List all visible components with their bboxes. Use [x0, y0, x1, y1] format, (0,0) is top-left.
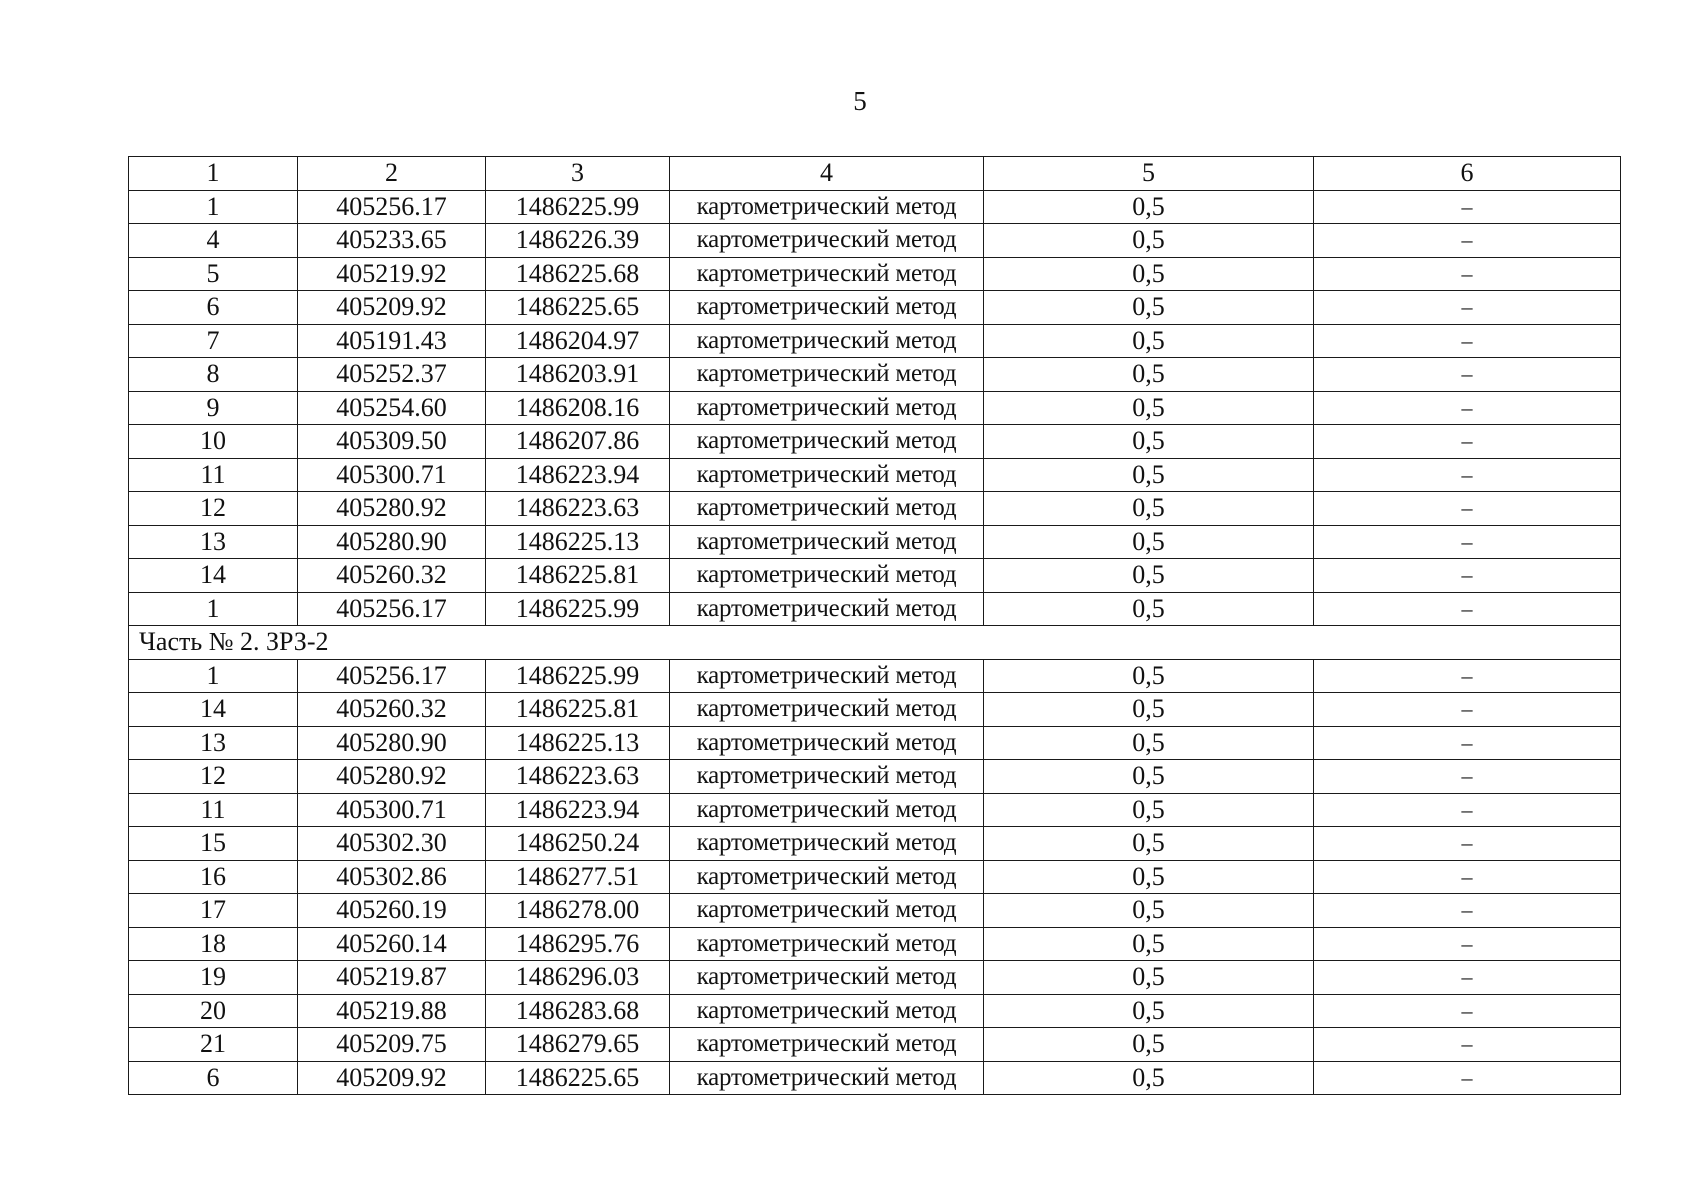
point-number-cell: 21	[129, 1028, 298, 1062]
x-coordinate-cell: 405280.92	[298, 492, 486, 526]
x-coordinate-cell: 405219.92	[298, 257, 486, 291]
y-coordinate-cell: 1486223.94	[486, 793, 670, 827]
method-cell: картометрический метод	[670, 659, 984, 693]
accuracy-cell: 0,5	[984, 291, 1314, 325]
table-row	[129, 659, 1621, 693]
column-header: 6	[1314, 157, 1621, 191]
y-coordinate-cell: 1486225.68	[486, 257, 670, 291]
point-number-cell: 11	[129, 458, 298, 492]
method-cell: картометрический метод	[670, 559, 984, 593]
accuracy-cell: 0,5	[984, 827, 1314, 861]
point-number-cell: 14	[129, 693, 298, 727]
y-coordinate-cell: 1486225.65	[486, 1061, 670, 1095]
x-coordinate-cell: 405260.14	[298, 927, 486, 961]
accuracy-cell: 0,5	[984, 927, 1314, 961]
table-row	[129, 291, 1621, 325]
description-cell: –	[1314, 1028, 1621, 1062]
description-cell: –	[1314, 492, 1621, 526]
table-row	[129, 324, 1621, 358]
description-cell: –	[1314, 760, 1621, 794]
description-cell: –	[1314, 827, 1621, 861]
x-coordinate-cell: 405256.17	[298, 190, 486, 224]
method-cell: картометрический метод	[670, 1028, 984, 1062]
column-header: 5	[984, 157, 1314, 191]
table-row	[129, 224, 1621, 258]
table-row	[129, 994, 1621, 1028]
table-row	[129, 894, 1621, 928]
x-coordinate-cell: 405300.71	[298, 793, 486, 827]
point-number-cell: 8	[129, 358, 298, 392]
accuracy-cell: 0,5	[984, 726, 1314, 760]
description-cell: –	[1314, 793, 1621, 827]
y-coordinate-cell: 1486204.97	[486, 324, 670, 358]
table-row	[129, 961, 1621, 995]
table-row	[129, 358, 1621, 392]
y-coordinate-cell: 1486223.94	[486, 458, 670, 492]
description-cell: –	[1314, 291, 1621, 325]
table-row	[129, 592, 1621, 626]
description-cell: –	[1314, 927, 1621, 961]
y-coordinate-cell: 1486225.65	[486, 291, 670, 325]
description-cell: –	[1314, 525, 1621, 559]
description-cell: –	[1314, 1061, 1621, 1095]
method-cell: картометрический метод	[670, 358, 984, 392]
description-cell: –	[1314, 257, 1621, 291]
method-cell: картометрический метод	[670, 391, 984, 425]
section-title: Часть № 2. ЗРЗ-2	[129, 626, 1621, 660]
description-cell: –	[1314, 961, 1621, 995]
table-row	[129, 425, 1621, 459]
description-cell: –	[1314, 358, 1621, 392]
method-cell: картометрический метод	[670, 860, 984, 894]
point-number-cell: 16	[129, 860, 298, 894]
description-cell: –	[1314, 726, 1621, 760]
y-coordinate-cell: 1486208.16	[486, 391, 670, 425]
table-row	[129, 860, 1621, 894]
y-coordinate-cell: 1486279.65	[486, 1028, 670, 1062]
y-coordinate-cell: 1486225.81	[486, 559, 670, 593]
point-number-cell: 1	[129, 659, 298, 693]
x-coordinate-cell: 405260.19	[298, 894, 486, 928]
description-cell: –	[1314, 894, 1621, 928]
y-coordinate-cell: 1486223.63	[486, 760, 670, 794]
y-coordinate-cell: 1486225.13	[486, 525, 670, 559]
description-cell: –	[1314, 592, 1621, 626]
x-coordinate-cell: 405300.71	[298, 458, 486, 492]
point-number-cell: 6	[129, 291, 298, 325]
y-coordinate-cell: 1486226.39	[486, 224, 670, 258]
point-number-cell: 13	[129, 726, 298, 760]
method-cell: картометрический метод	[670, 291, 984, 325]
table-row	[129, 257, 1621, 291]
x-coordinate-cell: 405209.92	[298, 291, 486, 325]
column-header: 1	[129, 157, 298, 191]
method-cell: картометрический метод	[670, 894, 984, 928]
table-row	[129, 458, 1621, 492]
point-number-cell: 4	[129, 224, 298, 258]
x-coordinate-cell: 405219.87	[298, 961, 486, 995]
method-cell: картометрический метод	[670, 827, 984, 861]
x-coordinate-cell: 405302.86	[298, 860, 486, 894]
method-cell: картометрический метод	[670, 492, 984, 526]
accuracy-cell: 0,5	[984, 224, 1314, 258]
description-cell: –	[1314, 324, 1621, 358]
point-number-cell: 1	[129, 190, 298, 224]
description-cell: –	[1314, 860, 1621, 894]
table-row	[129, 559, 1621, 593]
table-row	[129, 760, 1621, 794]
accuracy-cell: 0,5	[984, 793, 1314, 827]
table-row	[129, 190, 1621, 224]
x-coordinate-cell: 405219.88	[298, 994, 486, 1028]
x-coordinate-cell: 405280.92	[298, 760, 486, 794]
x-coordinate-cell: 405302.30	[298, 827, 486, 861]
point-number-cell: 12	[129, 760, 298, 794]
method-cell: картометрический метод	[670, 425, 984, 459]
accuracy-cell: 0,5	[984, 693, 1314, 727]
point-number-cell: 18	[129, 927, 298, 961]
method-cell: картометрический метод	[670, 961, 984, 995]
accuracy-cell: 0,5	[984, 760, 1314, 794]
point-number-cell: 9	[129, 391, 298, 425]
table-row	[129, 525, 1621, 559]
point-number-cell: 13	[129, 525, 298, 559]
description-cell: –	[1314, 559, 1621, 593]
x-coordinate-cell: 405256.17	[298, 659, 486, 693]
method-cell: картометрический метод	[670, 726, 984, 760]
accuracy-cell: 0,5	[984, 190, 1314, 224]
point-number-cell: 17	[129, 894, 298, 928]
accuracy-cell: 0,5	[984, 425, 1314, 459]
point-number-cell: 5	[129, 257, 298, 291]
accuracy-cell: 0,5	[984, 894, 1314, 928]
x-coordinate-cell: 405260.32	[298, 693, 486, 727]
method-cell: картометрический метод	[670, 257, 984, 291]
y-coordinate-cell: 1486283.68	[486, 994, 670, 1028]
table-row	[129, 793, 1621, 827]
table-row	[129, 1061, 1621, 1095]
column-header: 4	[670, 157, 984, 191]
y-coordinate-cell: 1486295.76	[486, 927, 670, 961]
method-cell: картометрический метод	[670, 525, 984, 559]
accuracy-cell: 0,5	[984, 860, 1314, 894]
method-cell: картометрический метод	[670, 458, 984, 492]
accuracy-cell: 0,5	[984, 324, 1314, 358]
part-1-rows	[129, 190, 1621, 626]
accuracy-cell: 0,5	[984, 492, 1314, 526]
description-cell: –	[1314, 391, 1621, 425]
accuracy-cell: 0,5	[984, 994, 1314, 1028]
y-coordinate-cell: 1486225.99	[486, 592, 670, 626]
method-cell: картометрический метод	[670, 190, 984, 224]
y-coordinate-cell: 1486277.51	[486, 860, 670, 894]
x-coordinate-cell: 405309.50	[298, 425, 486, 459]
x-coordinate-cell: 405280.90	[298, 726, 486, 760]
point-number-cell: 10	[129, 425, 298, 459]
x-coordinate-cell: 405191.43	[298, 324, 486, 358]
x-coordinate-cell: 405260.32	[298, 559, 486, 593]
y-coordinate-cell: 1486225.81	[486, 693, 670, 727]
x-coordinate-cell: 405254.60	[298, 391, 486, 425]
table-row	[129, 492, 1621, 526]
x-coordinate-cell: 405256.17	[298, 592, 486, 626]
y-coordinate-cell: 1486223.63	[486, 492, 670, 526]
header-row	[129, 157, 1621, 191]
x-coordinate-cell: 405252.37	[298, 358, 486, 392]
point-number-cell: 6	[129, 1061, 298, 1095]
accuracy-cell: 0,5	[984, 358, 1314, 392]
y-coordinate-cell: 1486278.00	[486, 894, 670, 928]
table-row	[129, 391, 1621, 425]
table-row	[129, 827, 1621, 861]
y-coordinate-cell: 1486225.99	[486, 190, 670, 224]
accuracy-cell: 0,5	[984, 458, 1314, 492]
point-number-cell: 12	[129, 492, 298, 526]
description-cell: –	[1314, 659, 1621, 693]
accuracy-cell: 0,5	[984, 1028, 1314, 1062]
accuracy-cell: 0,5	[984, 659, 1314, 693]
table-row	[129, 693, 1621, 727]
x-coordinate-cell: 405233.65	[298, 224, 486, 258]
method-cell: картометрический метод	[670, 760, 984, 794]
point-number-cell: 14	[129, 559, 298, 593]
description-cell: –	[1314, 458, 1621, 492]
section-row	[129, 626, 1621, 660]
y-coordinate-cell: 1486203.91	[486, 358, 670, 392]
accuracy-cell: 0,5	[984, 559, 1314, 593]
table-header	[129, 157, 1621, 191]
method-cell: картометрический метод	[670, 1061, 984, 1095]
method-cell: картометрический метод	[670, 592, 984, 626]
accuracy-cell: 0,5	[984, 961, 1314, 995]
accuracy-cell: 0,5	[984, 1061, 1314, 1095]
y-coordinate-cell: 1486296.03	[486, 961, 670, 995]
table-row	[129, 927, 1621, 961]
accuracy-cell: 0,5	[984, 257, 1314, 291]
x-coordinate-cell: 405209.92	[298, 1061, 486, 1095]
y-coordinate-cell: 1486207.86	[486, 425, 670, 459]
x-coordinate-cell: 405209.75	[298, 1028, 486, 1062]
y-coordinate-cell: 1486250.24	[486, 827, 670, 861]
description-cell: –	[1314, 693, 1621, 727]
point-number-cell: 19	[129, 961, 298, 995]
column-header: 2	[298, 157, 486, 191]
method-cell: картометрический метод	[670, 224, 984, 258]
accuracy-cell: 0,5	[984, 391, 1314, 425]
method-cell: картометрический метод	[670, 994, 984, 1028]
x-coordinate-cell: 405280.90	[298, 525, 486, 559]
method-cell: картометрический метод	[670, 324, 984, 358]
point-number-cell: 1	[129, 592, 298, 626]
point-number-cell: 15	[129, 827, 298, 861]
y-coordinate-cell: 1486225.99	[486, 659, 670, 693]
description-cell: –	[1314, 425, 1621, 459]
coordinates-table	[128, 156, 1621, 1095]
column-header: 3	[486, 157, 670, 191]
accuracy-cell: 0,5	[984, 525, 1314, 559]
page-number: 5	[853, 86, 867, 116]
description-cell: –	[1314, 224, 1621, 258]
table-row	[129, 726, 1621, 760]
method-cell: картометрический метод	[670, 793, 984, 827]
section-heading-group	[129, 626, 1621, 660]
method-cell: картометрический метод	[670, 693, 984, 727]
table-row	[129, 1028, 1621, 1062]
point-number-cell: 7	[129, 324, 298, 358]
y-coordinate-cell: 1486225.13	[486, 726, 670, 760]
method-cell: картометрический метод	[670, 927, 984, 961]
accuracy-cell: 0,5	[984, 592, 1314, 626]
point-number-cell: 20	[129, 994, 298, 1028]
point-number-cell: 11	[129, 793, 298, 827]
description-cell: –	[1314, 190, 1621, 224]
description-cell: –	[1314, 994, 1621, 1028]
part-2-rows	[129, 659, 1621, 1095]
